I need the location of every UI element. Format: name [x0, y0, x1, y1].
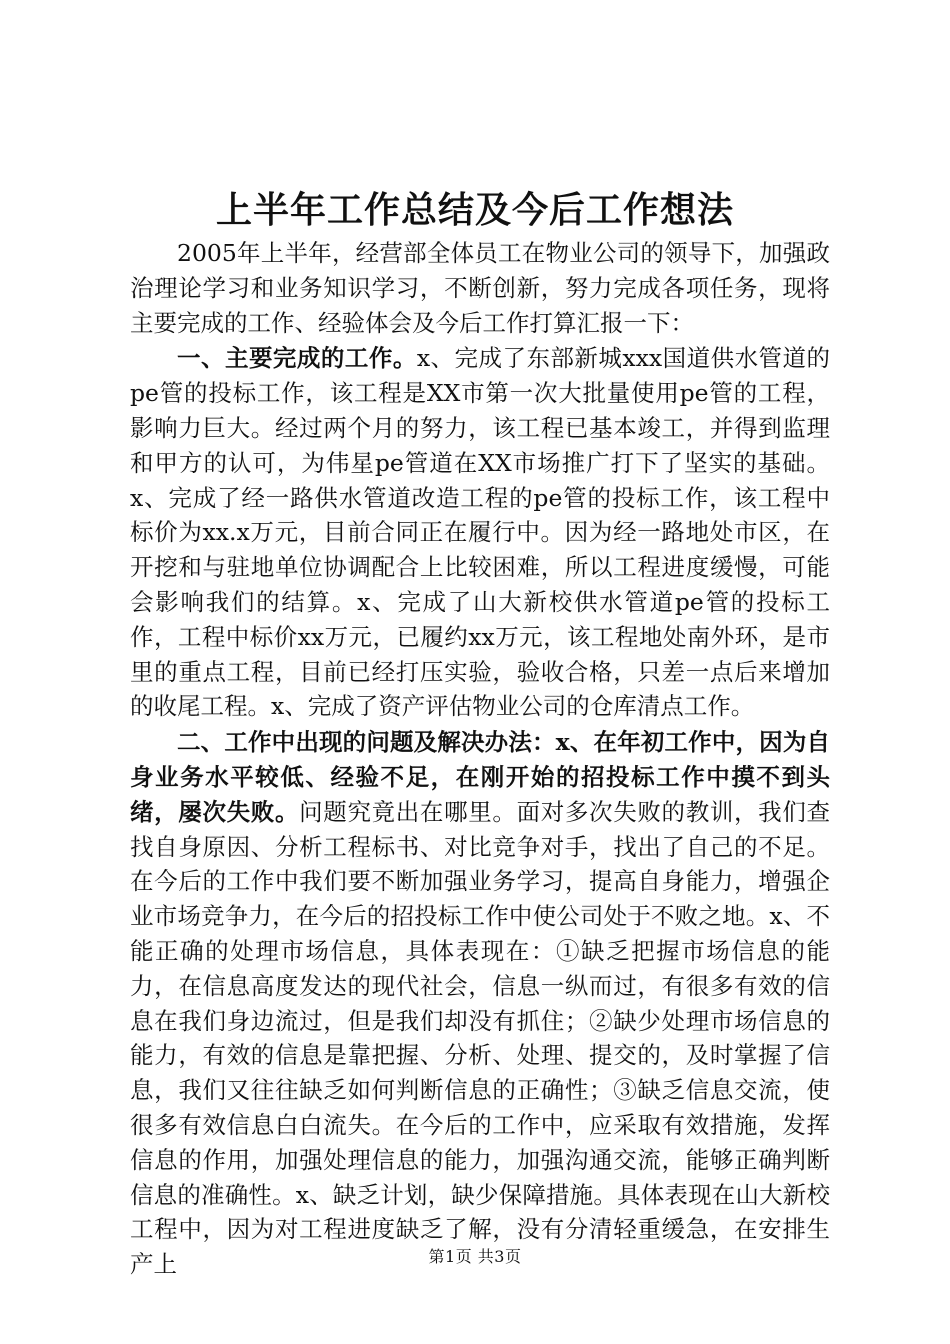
document-body: [130, 236, 830, 1282]
document-title: 上半年工作总结及今后工作想法: [215, 189, 734, 231]
section-2-text: 问题究竟出在哪里。面对多次失败的教训，我们查找自身原因、分析工程标书、对比竞争对手，找出了自己的不足。在今后的工作中我们要不断加强业务学习，提高自身能力，增强企业市场竞争力，在今后的招投标工作中使公司处于不败之地。x、不能正确的处理市场信息，具体表现在：①缺乏把握市场信息的能力，在信息高度发达的现代社会，信息一纵而过，有很多有效的信息在我们身边流过，但是我们却没有抓住；②缺少处理市场信息的能力，有效的信息是靠把握、分析、处理、提交的，及时掌握了信息，我们又往往缺乏如何判断信息的正确性；③缺乏信息交流，使很多有效信息白白流失。在今后的工作中，应采取有效措施，发挥信息的作用，加强处理信息的能力，加强沟通交流，能够正确判断信息的准确性。x、缺乏计划，缺少保障措施。具体表现在山大新校工程中，因为对工程进度缺乏了解，没有分清轻重缓急，在安排生产上: [130, 797, 830, 1279]
intro-text: 2005年上半年，经营部全体员工在物业公司的领导下，加强政治理论学习和业务知识学习，不断创新，努力完成各项任务，现将主要完成的工作、经验体会及今后工作打算汇报一下：: [130, 239, 830, 337]
section-1-heading: 一、主要完成的工作。: [177, 344, 417, 373]
section-1-text: x、完成了东部新城xxx国道供水管道的pe管的投标工作，该工程是XX市第一次大批量使用pe管的工程，影响力巨大。经过两个月的努力，该工程已基本竣工，并得到监理和甲方的认可，为伟星pe管道在XX市场推广打下了坚实的基础。x、完成了经一路供水管道改造工程的pe管的投标工作，该工程中标价为xx.x万元，目前合同正在履行中。因为经一路地处市区，在开挖和与驻地单位协调配合上比较困难，所以工程进度缓慢，可能会影响我们的结算。x、完成了山大新校供水管道pe管的投标工作，工程中标价xx万元，已履约xx万元，该工程地处南外环，是市里的重点工程，目前已经打压实验，验收合格，只差一点后来增加的收尾工程。x、完成了资产评估物业公司的仓库清点工作。: [130, 344, 831, 721]
section-2-heading: 二、工作中出现的问题及解决办法：x、在年初工作中，因为自身业务水平较低、经验不足，在刚开始的招投标工作中摸不到头绪，屡次失败。: [130, 728, 830, 826]
section-1-paragraph: [130, 341, 830, 724]
section-2-paragraph: [130, 725, 830, 1282]
page-footer: 第1页 共3页: [428, 1247, 522, 1266]
intro-paragraph: [130, 236, 830, 340]
